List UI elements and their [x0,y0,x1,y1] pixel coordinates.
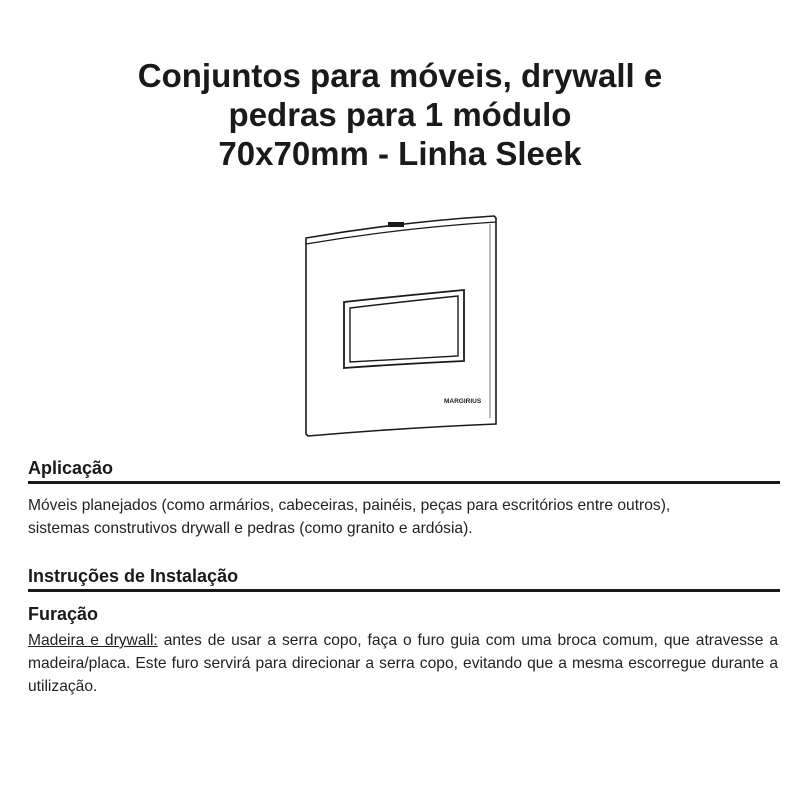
title-line-2: pedras para 1 módulo [228,96,572,133]
plate-notch [388,222,404,227]
application-heading: Aplicação [28,457,780,484]
product-illustration [300,210,500,440]
switch-button-inner [350,296,458,362]
title-line-1: Conjuntos para móveis, drywall e [137,57,663,94]
page-title [0,56,800,173]
application-text [28,494,783,540]
drilling-text [28,629,778,698]
switch-plate-drawing [300,210,500,440]
drilling-body: antes de usar a serra copo, faça o furo guia com uma broca comum, que atravesse a madeira/placa. Este furo servirá para direcionar a serra copo, evitando que a mesma escorregue durante a utilização. [28,632,778,695]
brand-logo: MARGIRIUS [444,398,482,405]
title-line-3: 70x70mm - Linha Sleek [218,135,582,172]
drilling-subheading: Furação [28,604,99,624]
application-line-1: Móveis planejados (como armários, cabeceiras, painéis, peças para escritórios entre outros), [28,497,671,514]
application-line-2: sistemas construtivos drywall e pedras (como granito e ardósia). [28,520,473,537]
drilling-lead: Madeira e drywall: [28,632,158,649]
installation-heading: Instruções de Instalação [28,565,780,592]
